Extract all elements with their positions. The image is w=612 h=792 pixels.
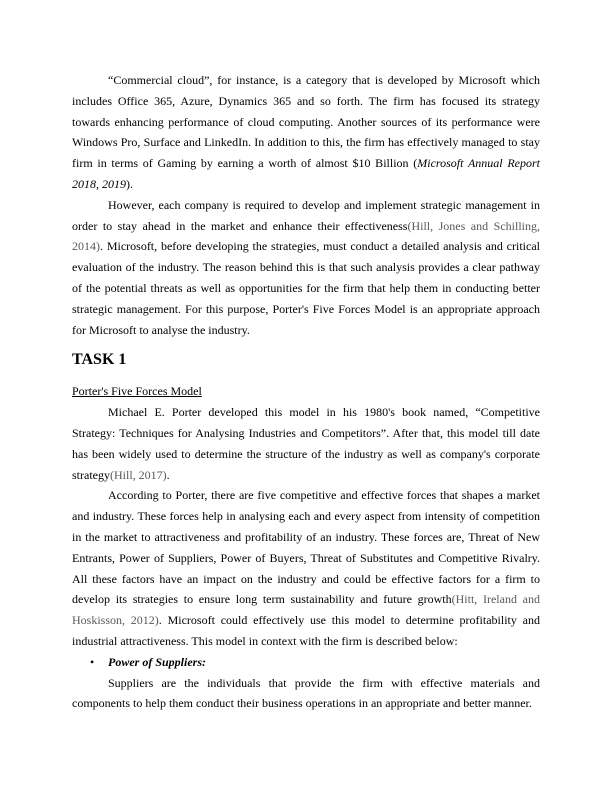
paragraph-text: However, each company is required to develop and implement strategic management in order to stay ahead in the market and enhance their effectiveness [72,197,540,233]
paragraph-porter-history [72,402,540,485]
paragraph-text: “Commercial cloud”, for instance, is a category that is developed by Microsoft which includes Office 365, Azure, Dynamics 365 and so forth. The firm has focused its strategy towards enhancing performance of cloud computing. Another sources of its performance were Windows Pro, Surface and LinkedIn. In addition to this, the firm has effectively managed to stay firm in terms of Gaming by earning a worth of almost $10 Billion ( [72,73,540,171]
paragraph-text-end: . Microsoft could effectively use this model to determine profitability and industrial attractiveness. This model in context with the firm is described below: [72,613,540,648]
paragraph-text: According to Porter, there are five competitive and effective forces that shapes a market and industry. These forces help in analysing each and every aspect from intensity of competition in the market to attractiveness and profitability of an industry. These forces are, Threat of New Entrants, Power of Suppliers, Power of Buyers, Threat of Substitutes and Competitive Rivalry. All these factors have an impact on the industry and could be effective factors for a firm to develop its strategies to ensure long term sustainability and future growth [72,488,540,607]
paragraph-text-end: . [166,467,170,482]
bullet-label: Power of Suppliers: [108,654,207,669]
section-title: Porter's Five Forces Model [72,384,202,399]
paragraph-strategic-management [72,195,540,341]
citation-hitt-ireland-hoskisson: (Hitt, Ireland and Hoskisson, 2012) [72,592,540,628]
paragraph-five-forces [72,485,540,651]
citation-annual-report: Microsoft Annual Report 2018, 2019 [72,156,541,191]
paragraph-text-end: ). [126,176,133,191]
bullet-power-of-suppliers [72,652,540,673]
citation-hill-2017: (Hill, 2017) [110,467,167,482]
paragraph-commercial-cloud [72,70,540,195]
bullet-icon: • [90,654,95,669]
paragraph-text-end: . Microsoft, before developing the strategies, must conduct a detailed analysis and critical evaluation of the industry. The reason behind this is that such analysis provides a clear pathway of the potential threats as well as opportunities for the firm that help them in conducting better strategic management. For this purpose, Porter's Five Forces Model is an appropriate approach for Microsoft to analyse the industry. [72,239,540,337]
document-page [72,70,540,714]
citation-hill-jones-schilling: (Hill, Jones and Schilling, 2014) [72,218,540,254]
task-heading: TASK 1 [72,351,127,369]
paragraph-text: Michael E. Porter developed this model in his 1980's book named, “Competitive Strategy: Techniques for Analysing Industries and Competitors”. After that, this model till date has been widely used to determine the structure of the industry as well as company's corporate strategy [72,405,540,482]
paragraph-suppliers: Suppliers are the individuals that provide the firm with effective materials and components to help them conduct their business operations in an appropriate and better manner. [72,675,540,711]
